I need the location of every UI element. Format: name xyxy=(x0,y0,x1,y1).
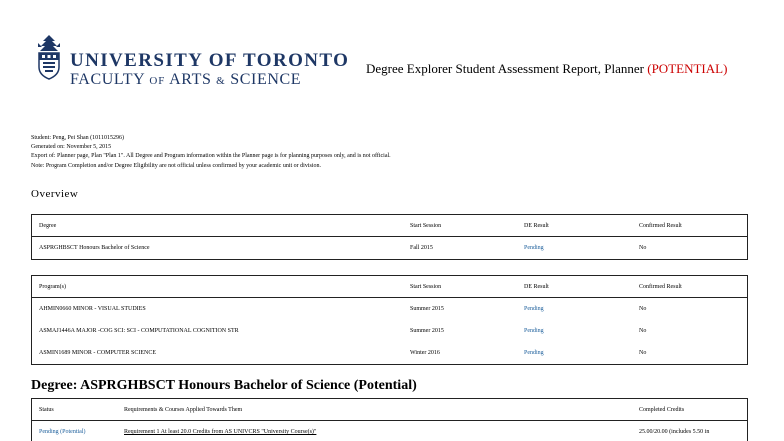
confirmed-result: No xyxy=(639,328,647,334)
column-header: DE Result xyxy=(524,284,549,290)
de-result-link[interactable]: Pending xyxy=(524,306,544,312)
table-row xyxy=(32,421,747,441)
report-title: Degree Explorer Student Assessment Report, Planner (POTENTIAL) xyxy=(366,61,728,76)
column-header: Confirmed Result xyxy=(639,284,682,290)
completed-credits: 25.00/20.00 (includes 5.50 in xyxy=(639,429,710,435)
requirement-description: Requirement 1 At least 20.0 Credits from AS UNIVCRS "University Course(s)" xyxy=(124,429,317,435)
university-name: UNIVERSITY OF TORONTO xyxy=(70,50,350,71)
export-info: Export of: Planner page, Plan "Plan 1". All Degree and Program information within the Planner page is for planning purposes only, and is not official. xyxy=(31,153,391,160)
program-table xyxy=(31,275,748,365)
student-info: Student: Peng, Pei Shan (1011015296) xyxy=(31,135,124,141)
table-header-row xyxy=(32,276,747,298)
table-header-row xyxy=(32,215,747,237)
confirmed-result: No xyxy=(639,306,647,312)
overview-title: Overview xyxy=(31,188,79,200)
start-session: Summer 2015 xyxy=(410,306,444,312)
requirement-status-link[interactable]: Pending (Potential) xyxy=(39,429,86,435)
degree-table xyxy=(31,214,748,260)
program-name: ASMIN1689 MINOR - COMPUTER SCIENCE xyxy=(39,350,157,356)
table-row xyxy=(32,298,747,320)
report-status: (POTENTIAL) xyxy=(647,61,728,76)
degree-heading: Degree: ASPRGHBSCT Honours Bachelor of Science (Potential) xyxy=(31,378,417,393)
table-row xyxy=(32,320,747,342)
column-header: Program(s) xyxy=(39,284,66,290)
de-result-link[interactable]: Pending xyxy=(524,245,544,251)
faculty-name: FACULTY OF ARTS & SCIENCE xyxy=(70,71,302,88)
start-session: Fall 2015 xyxy=(410,245,433,251)
program-name: AHMIN0660 MINOR - VISUAL STUDIES xyxy=(39,306,146,312)
column-header: Start Session xyxy=(410,223,442,229)
official-note: Note: Program Completion and/or Degree Eligibility are not official unless confirmed by your academic unit or division. xyxy=(31,162,321,169)
degree-name: ASPRGHBSCT Honours Bachelor of Science xyxy=(39,245,150,251)
confirmed-result: No xyxy=(639,245,647,251)
column-header: Degree xyxy=(39,223,57,229)
table-header-row xyxy=(32,399,747,421)
start-session: Summer 2015 xyxy=(410,328,444,334)
table-row xyxy=(32,342,747,364)
generated-date: Generated on: November 5, 2015 xyxy=(31,144,112,151)
report-meta xyxy=(31,134,391,171)
column-header: Status xyxy=(39,407,54,413)
column-header: Start Session xyxy=(410,284,442,290)
university-crest-logo xyxy=(34,33,64,81)
column-header: DE Result xyxy=(524,223,549,229)
confirmed-result: No xyxy=(639,350,647,356)
de-result-link[interactable]: Pending xyxy=(524,328,544,334)
start-session: Winter 2016 xyxy=(410,350,440,356)
table-row xyxy=(32,237,747,259)
requirements-table xyxy=(31,398,748,441)
de-result-link[interactable]: Pending xyxy=(524,350,544,356)
program-name: ASMAJ1446A MAJOR -COG SCI: SCI - COMPUTATIONAL COGNITION STR xyxy=(39,328,239,334)
column-header: Confirmed Result xyxy=(639,223,682,229)
column-header: Requirements & Courses Applied Towards Them xyxy=(124,407,243,413)
column-header: Completed Credits xyxy=(639,407,685,413)
